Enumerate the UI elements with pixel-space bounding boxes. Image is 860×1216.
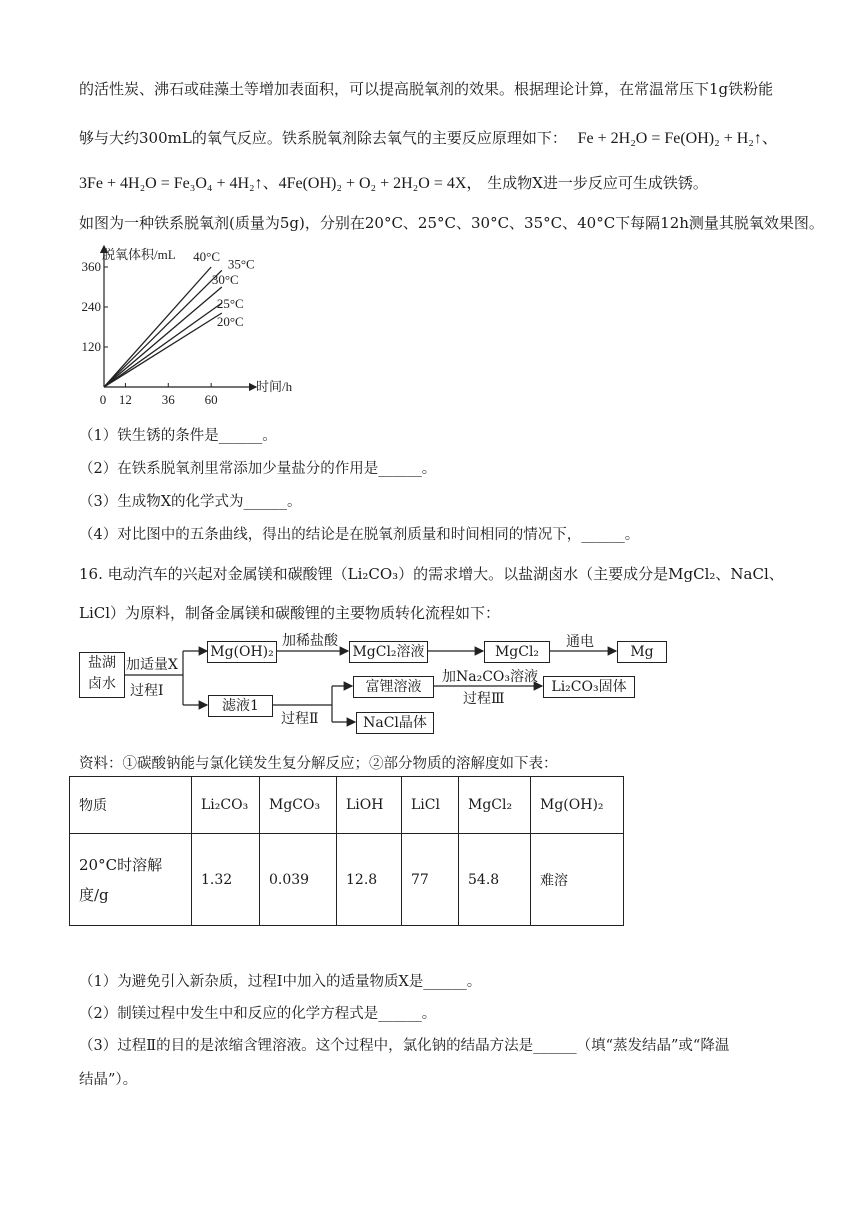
table-cell: 难溶 xyxy=(531,834,624,926)
x-tick-label: 0 xyxy=(99,392,107,407)
table-header-cell: MgCO₃ xyxy=(260,777,337,834)
equation-1: Fe + 2H₂O = Fe(OH)₂ + H₂↑、 xyxy=(577,130,778,147)
y-tick-label: 120 xyxy=(81,339,101,354)
equation-2: 3Fe + 4H₂O = Fe₃O₄ + 4H₂↑、4Fe(OH)₂ + O₂ + 2H₂O = 4X， xyxy=(79,175,483,192)
q16-question-1: （1）为避免引入新杂质，过程Ⅰ中加入的适量物质X是______。 xyxy=(79,974,482,990)
x-tick-label: 12 xyxy=(118,392,132,407)
intro-line-3-text: 生成物X进一步反应可生成铁锈。 xyxy=(487,174,708,192)
q15-question-2: （2）在铁系脱氧剂里常添加少量盐分的作用是______。 xyxy=(79,461,437,477)
flow-box-mgcl2: MgCl₂ xyxy=(484,641,550,663)
flow-box-mgcl2-solution: MgCl₂溶液 xyxy=(349,641,428,663)
y-tick-label: 240 xyxy=(81,299,101,314)
flow-label-add-na2co3: 加Na₂CO₃溶液 xyxy=(442,669,539,685)
table-header-row xyxy=(70,777,624,834)
y-tick-label: 360 xyxy=(81,259,101,274)
flow-label-process-2: 过程Ⅱ xyxy=(281,711,319,727)
table-cell: 54.8 xyxy=(459,834,531,926)
table-header-cell: Mg(OH)₂ xyxy=(531,777,624,834)
flow-box-li-rich-solution: 富锂溶液 xyxy=(353,676,434,698)
q15-question-1: （1）铁生锈的条件是______。 xyxy=(79,428,277,444)
intro-line-2-text: 够与大约300mL的氧气反应。铁系脱氧剂除去氧气的主要反应原理如下： xyxy=(79,129,567,147)
series-label: 20°C xyxy=(216,314,244,329)
flow-label-process-1: 过程Ⅰ xyxy=(130,683,164,699)
flow-box-li2co3-solid: Li₂CO₃固体 xyxy=(543,676,635,698)
table-header-cell: 物质 xyxy=(70,777,192,834)
q16-question-3a: （3）过程Ⅱ的目的是浓缩含锂溶液。这个过程中，氯化钠的结晶方法是______（填“蒸发结晶”或“降温 xyxy=(79,1038,730,1054)
table-header-cell: MgCl₂ xyxy=(459,777,531,834)
x-tick-label: 60 xyxy=(204,392,218,407)
flow-box-mg: Mg xyxy=(617,641,667,663)
q15-question-4: （4）对比图中的五条曲线，得出的结论是在脱氧剂质量和时间相同的情况下，______。 xyxy=(79,527,640,543)
intro-line-4: 如图为一种铁系脱氧剂(质量为5g)，分别在20°C、25°C、30°C、35°C、40°C下每隔12h测量其脱氧效果图。 xyxy=(79,214,824,232)
flow-box-mgoh2: Mg(OH)₂ xyxy=(207,641,277,663)
flow-label-electrolysis: 通电 xyxy=(566,634,594,650)
flow-label-add-x: 加适量X xyxy=(126,657,178,673)
flow-box-nacl-crystal: NaCl晶体 xyxy=(356,712,434,734)
q16-stem-line-1: 16. 电动汽车的兴起对金属镁和碳酸锂（Li₂CO₃）的需求增大。以盐湖卤水（主要成分是MgCl₂、NaCl、 xyxy=(79,565,784,583)
x-tick-label: 36 xyxy=(161,392,175,407)
solubility-table xyxy=(69,776,624,926)
flow-brine-label-1: 盐湖 xyxy=(88,655,116,671)
q16-question-2: （2）制镁过程中发生中和反应的化学方程式是______。 xyxy=(79,1006,437,1022)
series-label: 30°C xyxy=(211,272,239,287)
table-row xyxy=(70,834,624,926)
series-label: 25°C xyxy=(216,296,244,311)
series-label: 35°C xyxy=(227,256,255,272)
q16-stem-line-2: LiCl）为原料，制备金属镁和碳酸锂的主要物质转化流程如下： xyxy=(79,604,501,622)
flow-label-add-hcl: 加稀盐酸 xyxy=(282,633,338,649)
q15-question-3: （3）生成物X的化学式为______。 xyxy=(79,494,302,510)
reference-notes: 资料：①碳酸钠能与氯化镁发生复分解反应；②部分物质的溶解度如下表： xyxy=(79,756,558,772)
flow-label-process-3: 过程Ⅲ xyxy=(463,691,505,707)
y-axis-label: 脱氧体积/mL xyxy=(102,247,176,262)
table-header-cell: LiCl xyxy=(402,777,459,834)
table-cell: 1.32 xyxy=(192,834,260,926)
table-cell: 77 xyxy=(402,834,459,926)
series-label: 40°C xyxy=(193,249,221,264)
table-cell: 0.039 xyxy=(260,834,337,926)
table-row-label: 20°C时溶解度/g xyxy=(70,834,192,926)
table-header-cell: LiOH xyxy=(337,777,402,834)
flow-box-brine xyxy=(79,652,125,698)
table-header-cell: Li₂CO₃ xyxy=(192,777,260,834)
intro-line-1: 的活性炭、沸石或硅藻土等增加表面积，可以提高脱氧剂的效果。根据理论计算，在常温常压下1g铁粉能 xyxy=(79,80,774,98)
x-axis-label: 时间/h xyxy=(256,379,293,394)
flow-box-filtrate: 滤液1 xyxy=(208,695,273,717)
flow-brine-label-2: 卤水 xyxy=(88,676,116,692)
table-cell: 12.8 xyxy=(337,834,402,926)
q16-question-3b: 结晶”）。 xyxy=(79,1072,138,1088)
